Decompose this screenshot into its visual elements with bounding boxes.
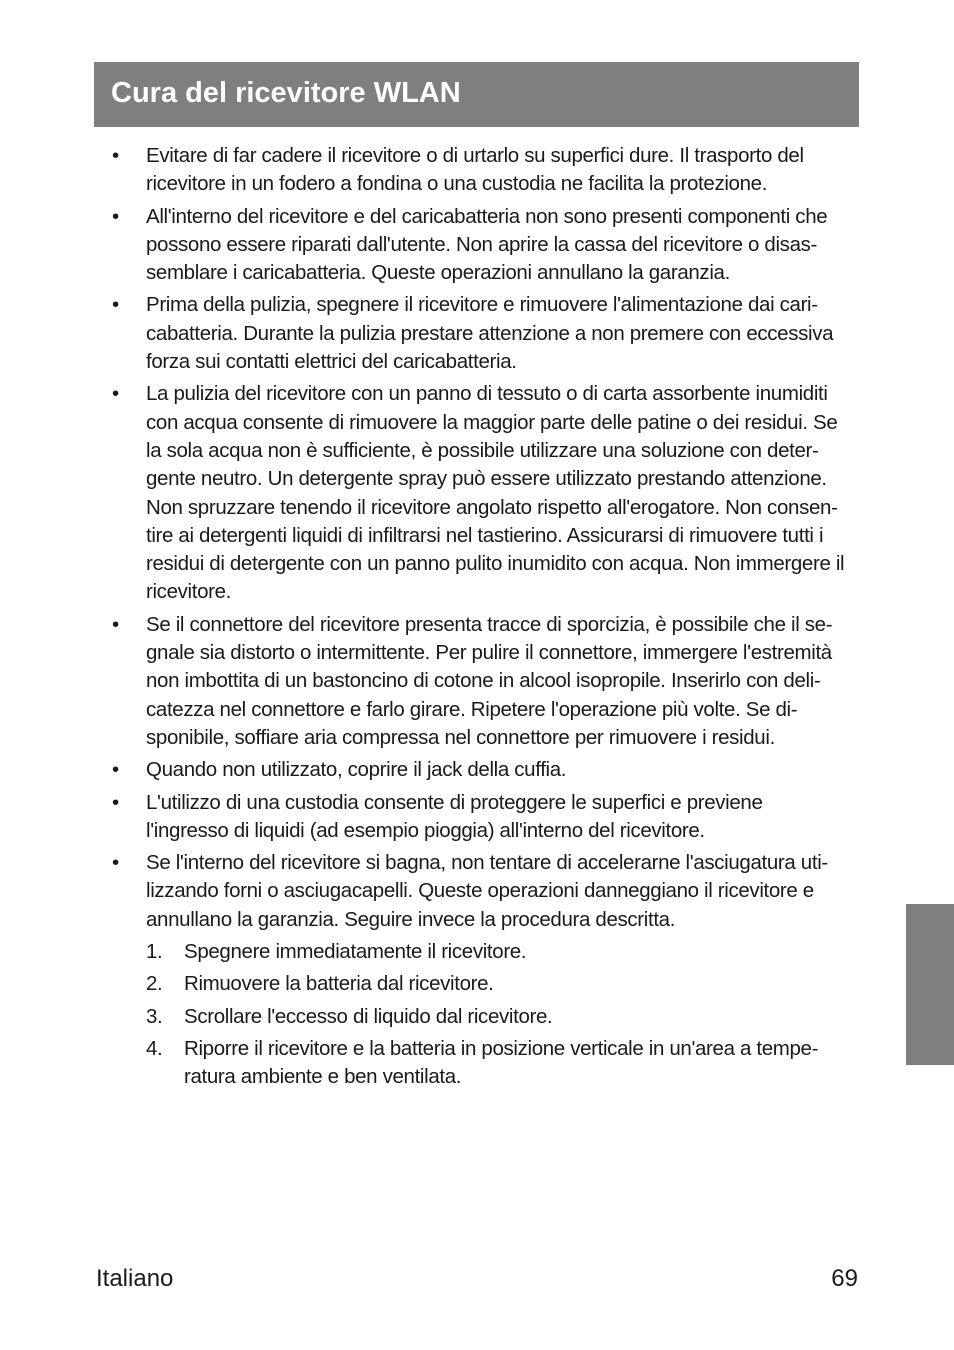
list-item [94, 291, 859, 376]
paragraph-line: Quando non utilizzato, coprire il jack della cuffia. [146, 758, 567, 782]
bullet-icon: • [112, 382, 119, 406]
paragraph-line: Non spruzzare tenendo il ricevitore angolato rispetto all'erogatore. Non consen- [146, 495, 838, 519]
paragraph-line: All'interno del ricevitore e del caricabatteria non sono presenti componenti che [146, 204, 828, 228]
bullet-icon: • [112, 758, 119, 782]
page-number: 69 [831, 1265, 858, 1292]
paragraph-line: non imbottita di un bastoncino di cotone in alcool isopropile. Inserirlo con deli- [146, 669, 821, 693]
bullet-icon: • [112, 204, 119, 228]
step-text: Rimuovere la batteria dal ricevitore. [184, 972, 494, 996]
paragraph-line: ricevitore in un fodero a fondina o una custodia ne facilita la protezione. [146, 172, 768, 196]
step-item [146, 1035, 859, 1092]
paragraph-line: forza sui contatti elettrici del caricabatteria. [146, 350, 517, 374]
list-item [94, 849, 859, 1091]
step-text: ratura ambiente e ben ventilata. [184, 1065, 462, 1089]
paragraph-line: La pulizia del ricevitore con un panno di tessuto o di carta assorbente inumiditi [146, 382, 828, 406]
list-item [94, 380, 859, 606]
step-item [146, 970, 859, 998]
paragraph-line: gente neutro. Un detergente spray può essere utilizzato prestando attenzione. [146, 467, 827, 491]
numbered-steps [146, 938, 859, 1091]
list-item [94, 203, 859, 288]
paragraph-line: sponibile, soffiare aria compressa nel connettore per rimuovere i residui. [146, 725, 775, 749]
paragraph-line: Evitare di far cadere il ricevitore o di urtarlo su superfici dure. Il trasporto del [146, 144, 804, 167]
paragraph-line: tire ai detergenti liquidi di infiltrarsi nel tastierino. Assicurarsi di rimuovere tutti i [146, 523, 824, 547]
paragraph-line: l'ingresso di liquidi (ad esempio pioggia) all'interno del ricevitore. [146, 818, 705, 842]
paragraph-line: ricevitore. [146, 580, 232, 604]
step-number: 2. [146, 972, 163, 996]
paragraph-line: cabatteria. Durante la pulizia prestare attenzione a non premere con eccessiva [146, 321, 834, 345]
bullet-icon: • [112, 851, 119, 875]
step-item [146, 1003, 859, 1031]
bullet-icon: • [112, 293, 119, 317]
paragraph-line: possono essere riparati dall'utente. Non aprire la cassa del ricevitore o disas- [146, 232, 817, 256]
step-text: Scrollare l'eccesso di liquido dal ricevitore. [184, 1004, 553, 1028]
paragraph-line: L'utilizzo di una custodia consente di proteggere le superfici e previene [146, 790, 763, 814]
step-number: 4. [146, 1036, 163, 1060]
paragraph-line: gnale sia distorto o intermittente. Per pulire il connettore, immergere l'estremità [146, 641, 832, 665]
step-number: 3. [146, 1004, 163, 1028]
list-item [94, 142, 859, 199]
paragraph-line: con acqua consente di rimuovere la maggior parte delle patine o dei residui. Se [146, 410, 838, 434]
list-item [94, 756, 859, 784]
bullet-icon: • [112, 144, 119, 167]
body-content [94, 142, 859, 1096]
list-item [94, 789, 859, 846]
list-item [94, 611, 859, 752]
footer-language: Italiano [96, 1265, 174, 1292]
step-number: 1. [146, 940, 163, 964]
bullet-icon: • [112, 790, 119, 814]
step-text: Spegnere immediatamente il ricevitore. [184, 940, 527, 964]
paragraph-line: semblare i caricabatteria. Queste operazioni annullano la garanzia. [146, 261, 730, 285]
paragraph-line: residui di detergente con un panno pulito inumidito con acqua. Non immergere il [146, 552, 845, 576]
step-text: Riporre il ricevitore e la batteria in posizione verticale in un'area a tempe- [184, 1036, 819, 1060]
bullet-icon: • [112, 612, 119, 636]
bullet-list [94, 142, 859, 1092]
paragraph-line: catezza nel connettore e farlo girare. Ripetere l'operazione più volte. Se di- [146, 697, 798, 721]
paragraph-line: lizzando forni o asciugacapelli. Queste operazioni danneggiano il ricevitore e [146, 879, 814, 903]
chapter-tab [906, 904, 954, 1065]
step-item [146, 938, 859, 966]
paragraph-line: la sola acqua non è sufficiente, è possibile utilizzare una soluzione con deter- [146, 438, 819, 462]
paragraph-line: Se il connettore del ricevitore presenta tracce di sporcizia, è possibile che il se- [146, 612, 833, 636]
section-header [94, 62, 859, 127]
page-title: Cura del ricevitore WLAN [111, 77, 461, 109]
paragraph-line: Prima della pulizia, spegnere il ricevitore e rimuovere l'alimentazione dai cari- [146, 293, 818, 317]
paragraph-line: annullano la garanzia. Seguire invece la procedura descritta. [146, 907, 676, 931]
paragraph-line: Se l'interno del ricevitore si bagna, non tentare di accelerarne l'asciugatura uti- [146, 851, 828, 875]
